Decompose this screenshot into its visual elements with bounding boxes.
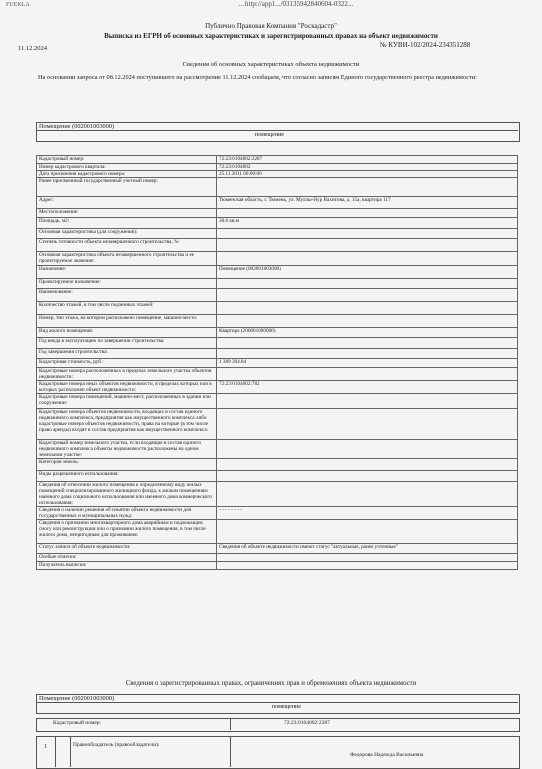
- table-row: [37, 381, 518, 394]
- row-label: Статус записи об объекте недвижимости:: [37, 544, 217, 554]
- table-row: [37, 252, 518, 266]
- document-number: № КУВИ-102/2024-234351288: [380, 41, 471, 49]
- characteristics-table: [36, 155, 518, 570]
- table-row: [37, 279, 518, 289]
- row-label: Получатель выписки:: [37, 562, 217, 570]
- row-label: Проектируемое назначение:: [37, 279, 217, 289]
- row-value: [217, 409, 518, 440]
- row-value: [217, 229, 518, 239]
- table-row: [37, 394, 518, 409]
- row-label: Наименование:: [37, 289, 217, 302]
- row-label: Кадастровые номера расположенных в пределах земельного участка объектов недвижимости:: [37, 368, 217, 381]
- row-value: 72:23:0104002:2287: [217, 156, 518, 164]
- row-label: Виды разрешенного использования:: [37, 471, 217, 482]
- table-row: [37, 266, 518, 279]
- table-row: [37, 218, 518, 229]
- table-row: [37, 544, 518, 554]
- row-label: Сведения о признании многоквартирного дома аварийным и подлежащим сносу или реконструкции или о признании жилого помещения, в том числе жилого дома, непригодным для проживания:: [37, 520, 217, 544]
- row-label: Год ввода в эксплуатацию по завершении строительства:: [37, 338, 217, 349]
- table-row: [37, 482, 518, 507]
- rights-cadastral-divider: [230, 718, 231, 730]
- object-type-label: Помещение (002001003000): [39, 123, 115, 130]
- row-value: 72:23:0104002: [217, 164, 518, 171]
- row-value: 30.6 кв.м: [217, 218, 518, 229]
- rights-object-divider: [37, 702, 518, 703]
- table-row: [37, 349, 518, 359]
- row-label: Кадастровые номера объектов недвижимости, входящих в состав единого недвижимого комплекса, предприятия как имущественного комплекса либо кадастровые номера объектов недвижимости, права на которые (в том числе право аренды) входят в состав предприятия как имущественного комплекса:: [37, 409, 217, 440]
- row-label: Назначение:: [37, 266, 217, 279]
- row-value: [217, 289, 518, 302]
- table-row: [37, 171, 518, 178]
- row-value: [217, 440, 518, 459]
- row-label: Вид жилого помещения:: [37, 328, 217, 338]
- row-label: Адрес:: [37, 197, 217, 209]
- row-value: [217, 459, 518, 471]
- section1-title: Сведения об основных характеристиках объекта недвижимости: [182, 61, 360, 68]
- rights-holder-divider-1: [55, 736, 56, 767]
- basis-paragraph: На основании запроса от 08.12.2024 поступившего на рассмотрение 11.12.2024 сообщаем, что согласно записям Единого государственного реестра недвижимости:: [38, 74, 477, 81]
- row-label: Кадастровый номер:: [37, 156, 217, 164]
- row-value: Сведения об объекте недвижимости имеют статус "актуальные, ранее учтенные": [217, 544, 518, 554]
- table-row: [37, 164, 518, 171]
- row-label: Основная характеристика (для сооружения):: [37, 229, 217, 239]
- row-label: Площадь, м2:: [37, 218, 217, 229]
- row-value: Квартира (206001000000): [217, 328, 518, 338]
- table-row: [37, 315, 518, 328]
- row-label: Кадастровая стоимость, руб.:: [37, 359, 217, 368]
- row-value: [217, 394, 518, 409]
- row-value: [217, 252, 518, 266]
- rights-cadastral-box: [36, 718, 520, 732]
- row-label: Ранее присвоенный государственный учетный номер:: [37, 178, 217, 197]
- row-value: Помещение (002001003000): [217, 266, 518, 279]
- print-url: …http://app1.../03135942840604-0322...: [238, 0, 354, 8]
- table-row: [37, 328, 518, 338]
- row-label: Категория земель:: [37, 459, 217, 471]
- row-label: Номер, тип этажа, на котором расположено помещение, машино-место:: [37, 315, 217, 328]
- row-label: Основная характеристика объекта незавершенного строительства и ее проектируемое значение:: [37, 252, 217, 266]
- row-label: Год завершения строительства:: [37, 349, 217, 359]
- table-row: [37, 359, 518, 368]
- table-row: [37, 338, 518, 349]
- table-row: [37, 368, 518, 381]
- table-row: [37, 471, 518, 482]
- row-label: Кадастровые номера помещений, машино-мест, расположенных в здании или сооружении:: [37, 394, 217, 409]
- document-date: 11.12.2024: [18, 45, 48, 52]
- row-value: 72:23:0104002:782: [217, 381, 518, 394]
- row-value: Тюменская область, г. Тюмень, ул. Муллы-Нур Вахитова, д. 15а, квартира 117: [217, 197, 518, 209]
- row-value: [217, 315, 518, 328]
- object-type-sub: помещение: [255, 132, 284, 138]
- table-row: [37, 156, 518, 164]
- row-label: Дата присвоения кадастрового номера:: [37, 171, 217, 178]
- row-label: Местоположение:: [37, 209, 217, 218]
- row-label: Степень готовности объекта незавершенного строительства, %:: [37, 239, 217, 252]
- rights-holder-divider-2: [70, 736, 71, 767]
- table-row: [37, 554, 518, 562]
- row-label: Количество этажей, в том числе подземных этажей:: [37, 302, 217, 315]
- row-value: [217, 178, 518, 197]
- section2-title: Сведения о зарегистрированных правах, ограничениях прав и обременениях объекта недвижимости: [125, 680, 417, 687]
- row-value: [217, 368, 518, 381]
- table-row: [37, 409, 518, 440]
- object-type-divider: [37, 130, 518, 131]
- row-value: [217, 239, 518, 252]
- rights-holder-label: Правообладатель (правообладатели):: [73, 742, 160, 748]
- table-row: [37, 562, 518, 570]
- rights-holder-divider-3: [230, 736, 231, 767]
- table-row: [37, 229, 518, 239]
- row-value: [217, 338, 518, 349]
- table-row: [37, 302, 518, 315]
- row-label: Сведения о наличии решения об изъятии объекта недвижимости для государственных и муниципальных нужд:: [37, 507, 217, 520]
- row-value: 25.11.2011 00:00:00: [217, 171, 518, 178]
- row-label: Сведения об отнесении жилого помещения к определенному виду жилых помещений специализированного жилищного фонда, к жилым помещениям наемного дома социального использования или наемного дома коммерческого использования:: [37, 482, 217, 507]
- page-corner-text: FUEKLA: [6, 2, 30, 8]
- row-value: [217, 279, 518, 289]
- table-row: [37, 209, 518, 218]
- row-label: Кадастровые номера иных объектов недвижимости, в пределах которых или в которых расположен объект недвижимости:: [37, 381, 217, 394]
- row-value: [217, 209, 518, 218]
- row-value: [217, 349, 518, 359]
- table-row: [37, 459, 518, 471]
- rights-object-sub: помещение: [272, 704, 301, 710]
- rights-cadastral-value: 72:23:0104002:2287: [284, 720, 330, 726]
- row-value: [217, 520, 518, 544]
- table-row: [37, 507, 518, 520]
- table-row: [37, 440, 518, 459]
- table-row: [37, 289, 518, 302]
- table-row: [37, 178, 518, 197]
- row-value: [217, 482, 518, 507]
- row-label: Особые отметки:: [37, 554, 217, 562]
- rights-object-label: Помещение (002001003000): [39, 695, 115, 702]
- row-value: [217, 302, 518, 315]
- table-row: [37, 520, 518, 544]
- company-name: Публично Правовая Компания "Роскадастр": [205, 22, 337, 30]
- row-label: Номер кадастрового квартала:: [37, 164, 217, 171]
- row-value: - - - - - - - -: [217, 507, 518, 520]
- row-label: Кадастровый номер земельного участка, если входящие в состав единого недвижимого комплекса объекты недвижимости расположены на одном земельном участке:: [37, 440, 217, 459]
- row-value: 1 389 394.84: [217, 359, 518, 368]
- rights-holder-box: [36, 736, 520, 769]
- document-title: Выписка из ЕГРН об основных характеристиках и зарегистрированных правах на объект недвижимости: [104, 32, 438, 40]
- table-row: [37, 239, 518, 252]
- table-row: [37, 197, 518, 209]
- row-value: [217, 554, 518, 562]
- rights-row-number: 1: [44, 744, 47, 750]
- row-value: [217, 471, 518, 482]
- rights-cadastral-label: Кадастровый номер:: [53, 720, 102, 726]
- row-value: [217, 562, 518, 570]
- rights-holder-value: Федорова Надежда Васильевна: [350, 752, 424, 758]
